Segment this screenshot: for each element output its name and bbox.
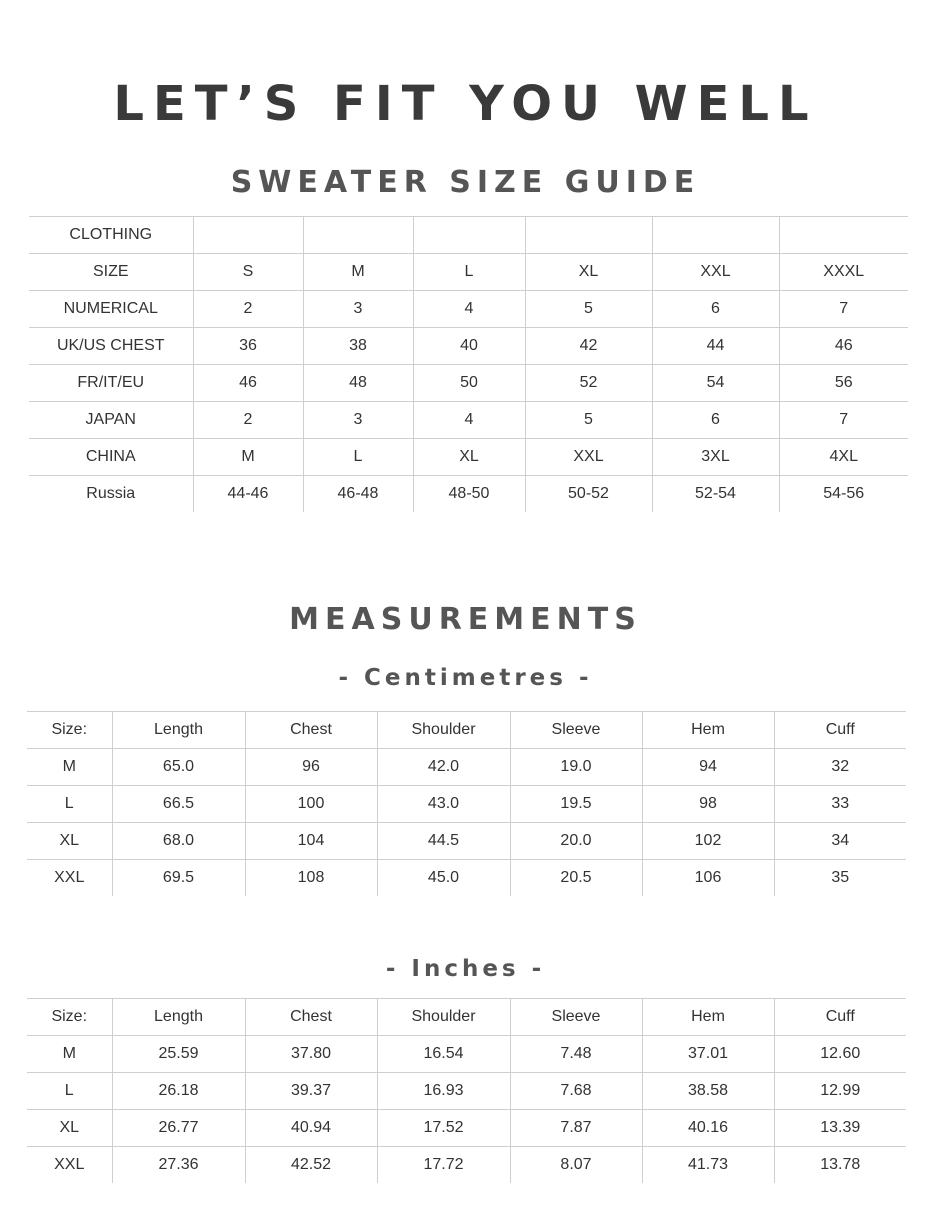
value-cell: 38 <box>303 328 413 365</box>
value-cell: 46 <box>779 328 908 365</box>
value-cell: 65.0 <box>112 749 245 786</box>
value-cell: 6 <box>652 291 779 328</box>
column-header: Shoulder <box>377 712 510 749</box>
value-cell: 68.0 <box>112 823 245 860</box>
value-cell: 56 <box>779 365 908 402</box>
table-row <box>27 1110 906 1147</box>
value-cell: 66.5 <box>112 786 245 823</box>
column-header: Sleeve <box>510 999 642 1036</box>
table-row <box>27 749 906 786</box>
column-header: Size: <box>27 999 112 1036</box>
value-cell: 44 <box>652 328 779 365</box>
value-cell: M <box>303 254 413 291</box>
inches-label: - Inches - <box>385 956 546 982</box>
value-cell: 3 <box>303 402 413 439</box>
value-cell: 32 <box>774 749 906 786</box>
value-cell: 48-50 <box>413 476 525 513</box>
header-row <box>27 712 906 749</box>
table-row <box>29 254 908 291</box>
value-cell: 25.59 <box>112 1036 245 1073</box>
column-header: Cuff <box>774 999 906 1036</box>
value-cell: 52-54 <box>652 476 779 513</box>
value-cell <box>652 217 779 254</box>
value-cell: 3 <box>303 291 413 328</box>
column-header: Length <box>112 999 245 1036</box>
value-cell: 5 <box>525 291 652 328</box>
value-cell: 20.5 <box>510 860 642 897</box>
row-label-cell: UK/US CHEST <box>29 328 193 365</box>
value-cell: 102 <box>642 823 774 860</box>
value-cell: 4 <box>413 402 525 439</box>
value-cell: 39.37 <box>245 1073 377 1110</box>
value-cell <box>303 217 413 254</box>
value-cell <box>413 217 525 254</box>
column-header: Length <box>112 712 245 749</box>
row-label-cell: SIZE <box>29 254 193 291</box>
row-label-cell: M <box>27 1036 112 1073</box>
size-guide-table <box>29 216 908 512</box>
value-cell: 48 <box>303 365 413 402</box>
value-cell <box>525 217 652 254</box>
value-cell: 54-56 <box>779 476 908 513</box>
table-row <box>27 860 906 897</box>
value-cell: 98 <box>642 786 774 823</box>
value-cell: S <box>193 254 303 291</box>
table-row <box>27 823 906 860</box>
table-row <box>27 1147 906 1184</box>
row-label-cell: CHINA <box>29 439 193 476</box>
value-cell: 38.58 <box>642 1073 774 1110</box>
value-cell: 19.5 <box>510 786 642 823</box>
value-cell: 40 <box>413 328 525 365</box>
table-row <box>29 476 908 513</box>
value-cell: 108 <box>245 860 377 897</box>
value-cell: 13.78 <box>774 1147 906 1184</box>
row-label-cell: NUMERICAL <box>29 291 193 328</box>
table-row <box>29 217 908 254</box>
value-cell <box>779 217 908 254</box>
row-label-cell: XL <box>27 823 112 860</box>
value-cell: 41.73 <box>642 1147 774 1184</box>
measurements-title: MEASUREMENTS <box>289 602 642 637</box>
centimetres-label: - Centimetres - <box>338 665 593 691</box>
value-cell: 26.18 <box>112 1073 245 1110</box>
column-header: Chest <box>245 712 377 749</box>
table-row <box>29 365 908 402</box>
value-cell: 19.0 <box>510 749 642 786</box>
size-guide-title: SWEATER SIZE GUIDE <box>230 165 701 200</box>
value-cell: 40.16 <box>642 1110 774 1147</box>
value-cell: 45.0 <box>377 860 510 897</box>
inches-table <box>27 998 906 1183</box>
table-row <box>27 1036 906 1073</box>
value-cell: 12.99 <box>774 1073 906 1110</box>
value-cell: 20.0 <box>510 823 642 860</box>
value-cell: L <box>303 439 413 476</box>
header-row <box>27 999 906 1036</box>
value-cell: 7 <box>779 291 908 328</box>
value-cell: 106 <box>642 860 774 897</box>
centimetres-table <box>27 711 906 896</box>
table-row <box>29 402 908 439</box>
value-cell: XXL <box>525 439 652 476</box>
value-cell: 33 <box>774 786 906 823</box>
value-cell: 46 <box>193 365 303 402</box>
page-title: LET’S FIT YOU WELL <box>113 76 818 132</box>
row-label-cell: L <box>27 1073 112 1110</box>
table-row <box>27 1073 906 1110</box>
column-header: Sleeve <box>510 712 642 749</box>
row-label-cell: JAPAN <box>29 402 193 439</box>
column-header: Hem <box>642 999 774 1036</box>
column-header: Cuff <box>774 712 906 749</box>
value-cell: 42 <box>525 328 652 365</box>
value-cell: 8.07 <box>510 1147 642 1184</box>
column-header: Shoulder <box>377 999 510 1036</box>
value-cell: 7.87 <box>510 1110 642 1147</box>
value-cell: 7 <box>779 402 908 439</box>
row-label-cell: CLOTHING <box>29 217 193 254</box>
value-cell: 42.52 <box>245 1147 377 1184</box>
table-row <box>29 291 908 328</box>
value-cell: 34 <box>774 823 906 860</box>
value-cell: XL <box>525 254 652 291</box>
value-cell: 96 <box>245 749 377 786</box>
value-cell: 13.39 <box>774 1110 906 1147</box>
value-cell: 52 <box>525 365 652 402</box>
value-cell: 5 <box>525 402 652 439</box>
value-cell: 50-52 <box>525 476 652 513</box>
value-cell: 16.93 <box>377 1073 510 1110</box>
value-cell <box>193 217 303 254</box>
value-cell: 104 <box>245 823 377 860</box>
value-cell: 16.54 <box>377 1036 510 1073</box>
value-cell: 7.48 <box>510 1036 642 1073</box>
value-cell: 6 <box>652 402 779 439</box>
table-row <box>29 439 908 476</box>
value-cell: 17.52 <box>377 1110 510 1147</box>
value-cell: 42.0 <box>377 749 510 786</box>
value-cell: 12.60 <box>774 1036 906 1073</box>
row-label-cell: XL <box>27 1110 112 1147</box>
value-cell: 4XL <box>779 439 908 476</box>
value-cell: 7.68 <box>510 1073 642 1110</box>
value-cell: 37.01 <box>642 1036 774 1073</box>
value-cell: 2 <box>193 291 303 328</box>
value-cell: 17.72 <box>377 1147 510 1184</box>
value-cell: 40.94 <box>245 1110 377 1147</box>
value-cell: 27.36 <box>112 1147 245 1184</box>
value-cell: 50 <box>413 365 525 402</box>
table-row <box>27 786 906 823</box>
value-cell: 46-48 <box>303 476 413 513</box>
value-cell: 69.5 <box>112 860 245 897</box>
row-label-cell: XXL <box>27 860 112 897</box>
row-label-cell: M <box>27 749 112 786</box>
row-label-cell: XXL <box>27 1147 112 1184</box>
value-cell: 94 <box>642 749 774 786</box>
column-header: Chest <box>245 999 377 1036</box>
value-cell: L <box>413 254 525 291</box>
value-cell: 3XL <box>652 439 779 476</box>
value-cell: 26.77 <box>112 1110 245 1147</box>
value-cell: 43.0 <box>377 786 510 823</box>
table-row <box>29 328 908 365</box>
value-cell: 37.80 <box>245 1036 377 1073</box>
value-cell: XL <box>413 439 525 476</box>
value-cell: 44.5 <box>377 823 510 860</box>
value-cell: 4 <box>413 291 525 328</box>
value-cell: 100 <box>245 786 377 823</box>
row-label-cell: Russia <box>29 476 193 513</box>
row-label-cell: FR/IT/EU <box>29 365 193 402</box>
value-cell: 54 <box>652 365 779 402</box>
column-header: Size: <box>27 712 112 749</box>
value-cell: XXL <box>652 254 779 291</box>
value-cell: 44-46 <box>193 476 303 513</box>
column-header: Hem <box>642 712 774 749</box>
value-cell: M <box>193 439 303 476</box>
value-cell: 36 <box>193 328 303 365</box>
value-cell: XXXL <box>779 254 908 291</box>
row-label-cell: L <box>27 786 112 823</box>
value-cell: 35 <box>774 860 906 897</box>
value-cell: 2 <box>193 402 303 439</box>
